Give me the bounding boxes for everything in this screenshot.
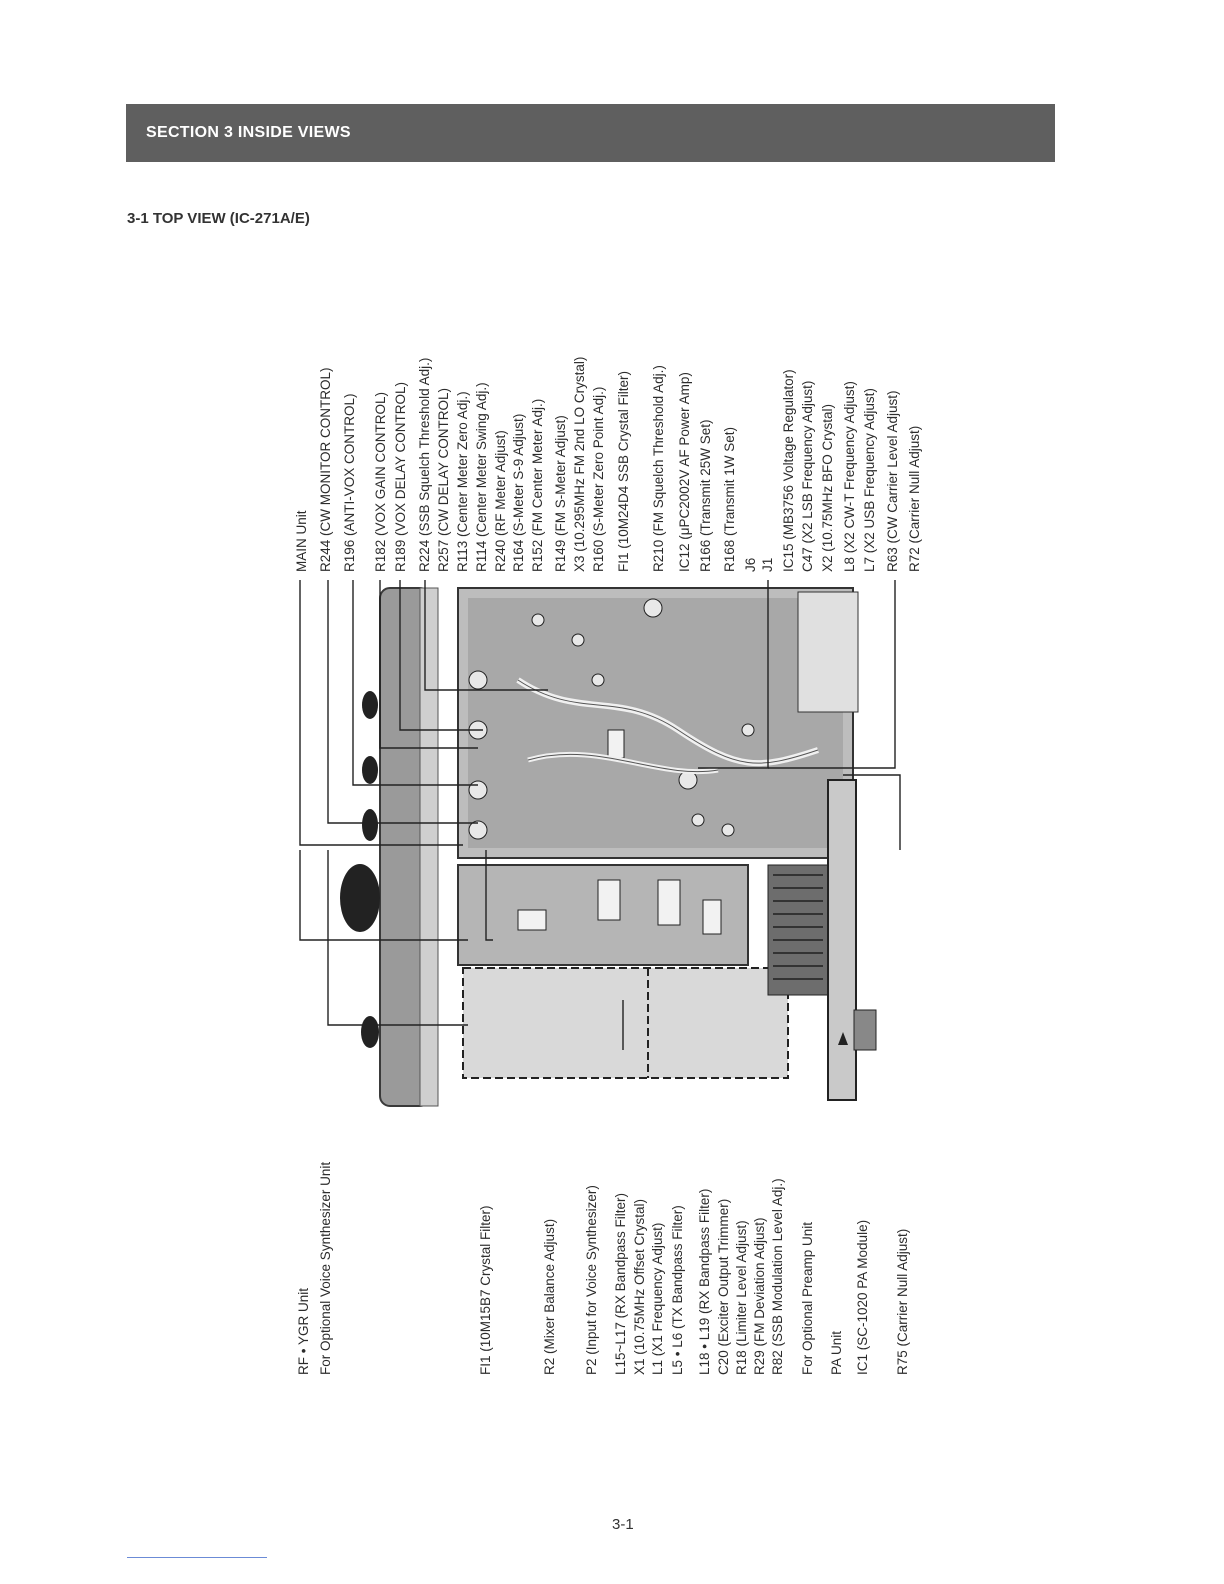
top-callout-label: R63 (CW Carrier Level Adjust) <box>885 390 900 572</box>
top-callout-label: J6 <box>743 557 758 572</box>
top-callout-label: R149 (FM S-Meter Adjust) <box>553 415 568 572</box>
top-callout-label: R224 (SSB Squelch Threshold Adj.) <box>417 357 432 572</box>
bottom-callout-label: R75 (Carrier Null Adjust) <box>895 1228 910 1375</box>
section-banner <box>126 104 1055 162</box>
bottom-callout-label: For Optional Voice Synthesizer Unit <box>318 1161 333 1375</box>
bottom-callout-label: R29 (FM Deviation Adjust) <box>752 1217 767 1375</box>
bottom-callout-label: X1 (10.75MHz Offset Crystal) <box>632 1198 647 1375</box>
bottom-callout-label: FI1 (10M15B7 Crystal Filter) <box>478 1205 493 1375</box>
top-callout-label: R196 (ANTI-VOX CONTROL) <box>342 393 357 572</box>
chassis-photo <box>298 580 928 1110</box>
top-callout-label: MAIN Unit <box>294 510 309 572</box>
top-callout-label: R160 (S-Meter Zero Point Adj.) <box>591 386 606 572</box>
bottom-callout-label: R2 (Mixer Balance Adjust) <box>542 1218 557 1375</box>
top-callout-label: R152 (FM Center Meter Adj.) <box>530 398 545 572</box>
top-callout-label: R113 (Center Meter Zero Adj.) <box>455 391 470 572</box>
bottom-callout-label: RF • YGR Unit <box>296 1288 311 1375</box>
top-callout-label: J1 <box>760 557 775 572</box>
top-callout-label: R72 (Carrier Null Adjust) <box>907 425 922 572</box>
top-callout-label: R257 (CW DELAY CONTROL) <box>436 387 451 572</box>
bottom-callout-label: R18 (Limiter Level Adjust) <box>734 1220 749 1375</box>
top-callout-label: R240 (RF Meter Adjust) <box>493 430 508 572</box>
top-callout-label: R244 (CW MONITOR CONTROL) <box>318 367 333 572</box>
bottom-callout-label: PA Unit <box>829 1330 844 1375</box>
footer-rule <box>127 1557 267 1558</box>
section-title: SECTION 3 INSIDE VIEWS <box>146 124 351 141</box>
bottom-callout-label: L18 • L19 (RX Bandpass Filter) <box>697 1188 712 1375</box>
top-callout-label: R166 (Transmit 25W Set) <box>698 419 713 572</box>
bottom-callout-label: L15~L17 (RX Bandpass Filter) <box>613 1193 628 1375</box>
top-callout-label: L7 (X2 USB Frequency Adjust) <box>862 388 877 572</box>
top-callout-label: R164 (S-Meter S-9 Adjust) <box>511 413 526 572</box>
top-callout-label: R210 (FM Squelch Threshold Adj.) <box>651 365 666 572</box>
bottom-callout-label: P2 (Input for Voice Synthesizer) <box>584 1185 599 1375</box>
top-callout-label: R168 (Transmit 1W Set) <box>722 426 737 572</box>
top-callout-label: X3 (10.295MHz FM 2nd LO Crystal) <box>572 356 587 572</box>
bottom-callout-label: R82 (SSB Modulation Level Adj.) <box>770 1178 785 1375</box>
top-callout-label: X2 (10.75MHz BFO Crystal) <box>820 403 835 572</box>
page-number: 3-1 <box>612 1516 634 1533</box>
bottom-callout-label: L5 • L6 (TX Bandpass Filter) <box>670 1205 685 1375</box>
top-callout-label: R114 (Center Meter Swing Adj.) <box>474 382 489 572</box>
top-callout-label: IC12 (μPC2002V AF Power Amp) <box>677 372 692 572</box>
bottom-callout-label: L1 (X1 Frequency Adjust) <box>650 1222 665 1375</box>
bottom-callout-label: C20 (Exciter Output Trimmer) <box>716 1198 731 1375</box>
top-callout-label: IC15 (MB3756 Voltage Regulator) <box>781 369 796 572</box>
top-callout-label: R189 (VOX DELAY CONTROL) <box>393 381 408 572</box>
bottom-callout-label: IC1 (SC-1020 PA Module) <box>855 1219 870 1375</box>
top-callout-label: L8 (X2 CW-T Frequency Adjust) <box>842 381 857 572</box>
bottom-callout-label: For Optional Preamp Unit <box>800 1221 815 1375</box>
subsection-heading: 3-1 TOP VIEW (IC-271A/E) <box>127 210 310 227</box>
top-callout-label: R182 (VOX GAIN CONTROL) <box>373 391 388 572</box>
top-callout-label: C47 (X2 LSB Frequency Adjust) <box>800 380 815 572</box>
top-callout-label: FI1 (10M24D4 SSB Crystal Filter) <box>616 370 631 572</box>
